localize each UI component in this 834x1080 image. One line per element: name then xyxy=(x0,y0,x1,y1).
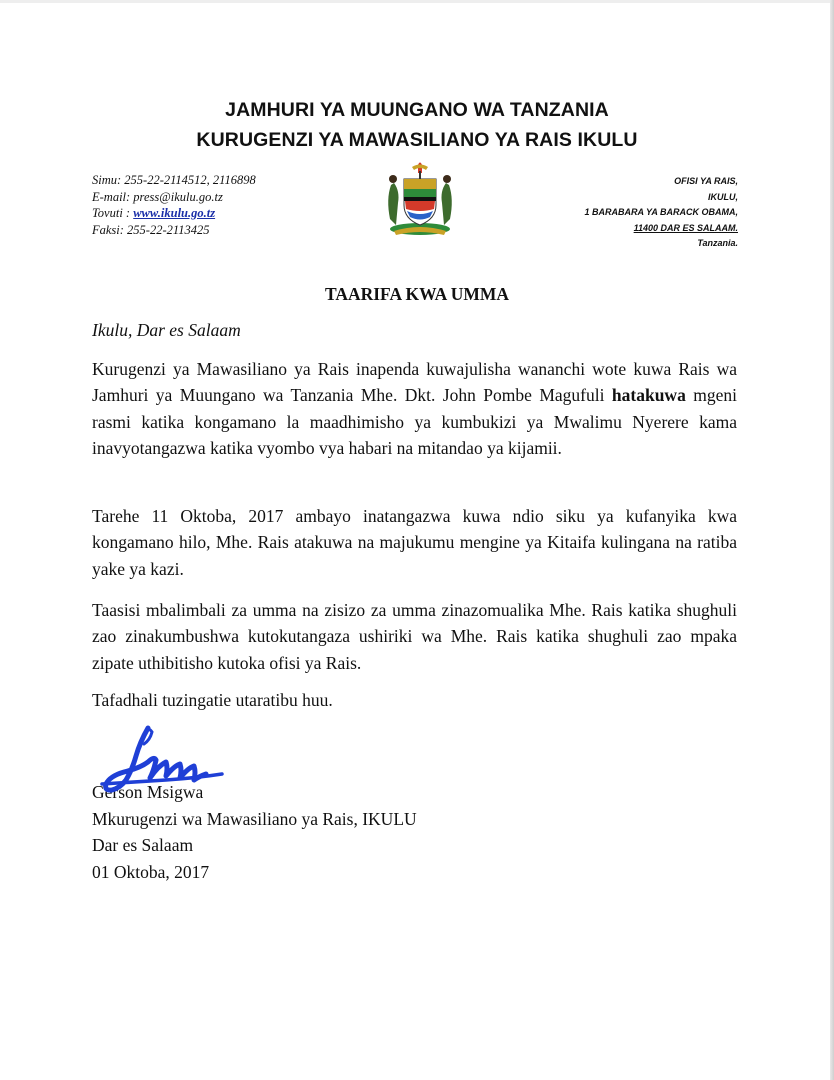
place-line: Ikulu, Dar es Salaam xyxy=(92,320,241,340)
contact-block-right xyxy=(584,174,738,252)
address-line-2: IKULU, xyxy=(708,191,738,202)
coat-of-arms-icon xyxy=(374,159,466,239)
header-line-2: KURUGENZI YA MAWASILIANO YA RAIS IKULU xyxy=(196,129,638,151)
address-line-1: OFISI YA RAIS, xyxy=(674,176,738,186)
paragraph-3: Taasisi mbalimbali za umma na zisizo za umma zinazomualika Mhe. Rais katika shughuli zao zinakumbushwa kutokutangaza ushiriki wa Mhe. Rais katika shughuli zao mpaka zipate uthibitisho kutoka ofisi ya Rais. xyxy=(92,600,737,673)
website-link[interactable]: www.ikulu.go.tz xyxy=(133,206,216,220)
address-line-4: 11400 DAR ES SALAAM. xyxy=(633,222,738,233)
document-date: 01 Oktoba, 2017 xyxy=(92,861,210,882)
document-title: TAARIFA KWA UMMA xyxy=(324,284,510,304)
address-line-3: 1 BARABARA YA BARACK OBAMA, xyxy=(584,207,738,217)
signatory-name: Gerson Msigwa xyxy=(92,782,204,802)
paragraph-1-text-b: mgeni rasmi katika kongamano la maadhimisho ya kumbukizi ya Mwalimu Nyerere kama inavyotangazwa katika vyombo vya habari na mitandao ya kijamii. xyxy=(92,385,738,459)
phone-text: Simu: 255-22-2114512, 2116898 xyxy=(92,173,256,187)
page-edge xyxy=(0,0,834,3)
handwritten-signature-icon xyxy=(96,722,226,800)
website-label: Tovuti : xyxy=(92,206,134,220)
website-row xyxy=(92,205,256,222)
signatory-city: Dar es Salaam xyxy=(92,835,194,855)
paragraph-1-text-a: Kurugenzi ya Mawasiliano ya Rais inapenda kuwajulisha wananchi wote kuwa Rais wa Jamhuri ya Muungano wa Tanzania Mhe. Dkt. John Pombe Magufuli xyxy=(92,359,737,406)
page-shadow xyxy=(830,0,834,1080)
paragraph-2: Tarehe 11 Oktoba, 2017 ambayo inatangazwa kuwa ndio siku ya kufanyika kwa kongamano hilo, Mhe. Rais atakuwa na majukumu mengine ya Kitaifa kulingana na ratiba yake ya kazi. xyxy=(92,506,737,579)
signatory-position: Mkurugenzi wa Mawasiliano ya Rais, IKULU xyxy=(92,808,417,829)
email-text: E-mail: press@ikulu.go.tz xyxy=(92,189,223,204)
fax-text: Faksi: 255-22-2113425 xyxy=(92,222,210,237)
contact-block-left xyxy=(92,172,256,238)
paragraph-1 xyxy=(92,356,737,462)
header-line-1: JAMHURI YA MUUNGANO WA TANZANIA xyxy=(225,99,609,121)
paragraph-1-bold: hatakuwa xyxy=(611,385,686,406)
paragraph-4: Tafadhali tuzingatie utaratibu huu. xyxy=(92,690,333,710)
address-line-5: Tanzania. xyxy=(697,238,738,248)
